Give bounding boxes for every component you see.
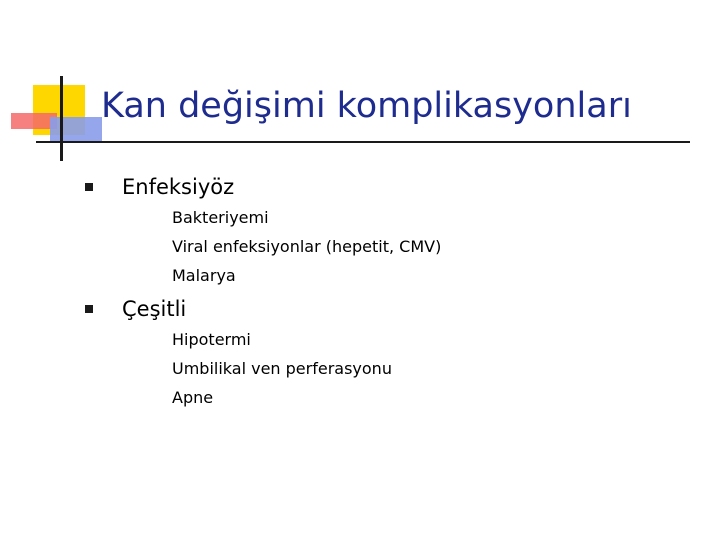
sub-item: Bakteriyemi xyxy=(172,208,269,227)
logo-vertical-line xyxy=(60,76,63,161)
bullet-cesitli xyxy=(85,295,186,323)
title-underline xyxy=(36,141,690,143)
logo-blue-bar xyxy=(50,117,102,143)
bullet-label: Enfeksiyöz xyxy=(122,175,235,199)
square-bullet-icon xyxy=(85,305,93,313)
sub-item: Malarya xyxy=(172,266,236,285)
slide-title: Kan değişimi komplikasyonları xyxy=(101,86,632,126)
square-bullet-icon xyxy=(85,183,93,191)
sub-item: Viral enfeksiyonlar (hepetit, CMV) xyxy=(172,237,442,256)
bullet-enfeksiyoz xyxy=(85,173,234,201)
sub-item: Umbilikal ven perferasyonu xyxy=(172,359,392,378)
bullet-label: Çeşitli xyxy=(122,297,187,321)
sub-item: Apne xyxy=(172,388,214,407)
sub-item: Hipotermi xyxy=(172,330,251,349)
